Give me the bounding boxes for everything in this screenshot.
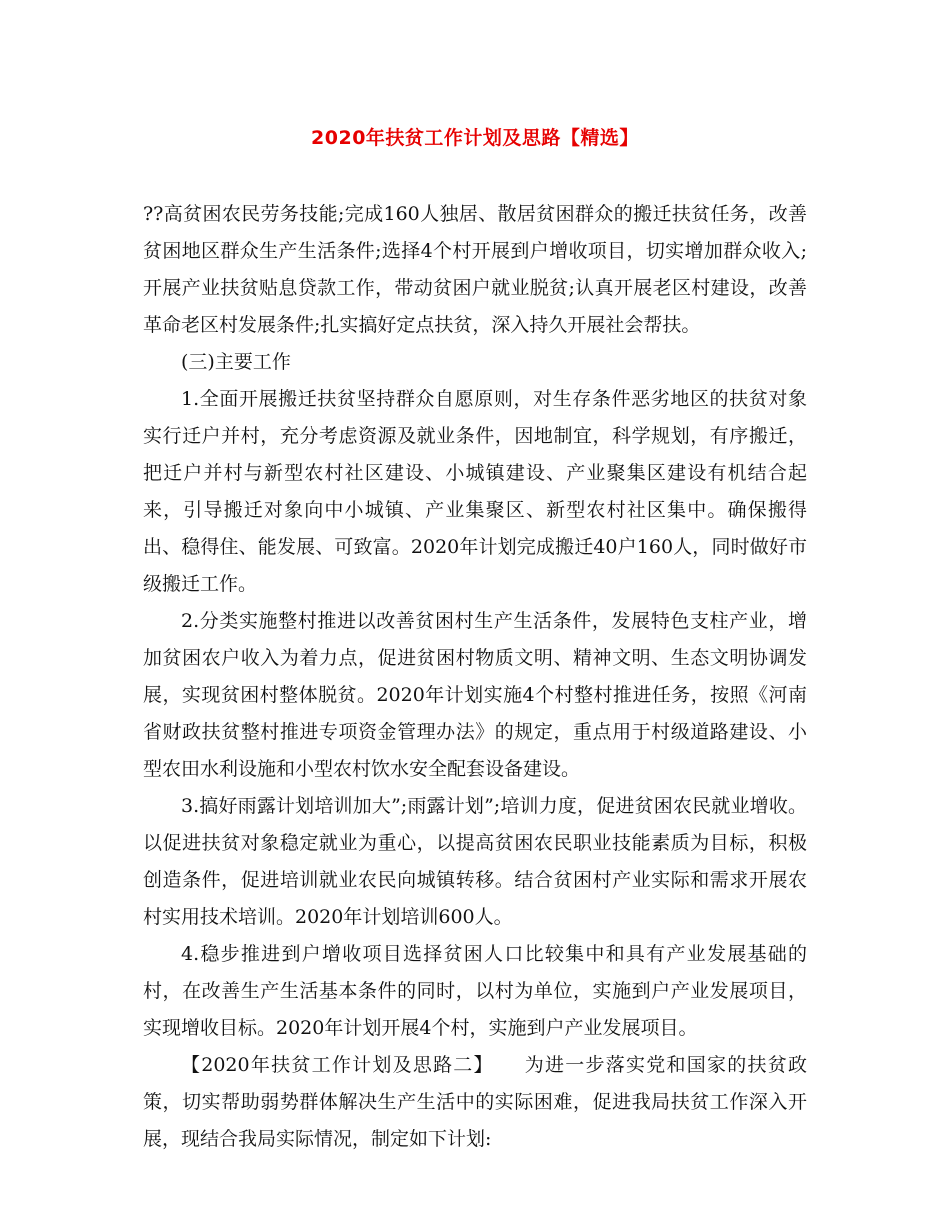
document-title: 2020年扶贫工作计划及思路【精选】 (311, 127, 639, 149)
paragraph-plan-two: 【2020年扶贫工作计划及思路二】 为进一步落实党和国家的扶贫政策，切实帮助弱势群体解决生产生活中的实际困难，促进我局扶贫工作深入开展，现结合我局实际情况，制定如下计划: (143, 1054, 807, 1150)
paragraph-item-3: 3.搞好雨露计划培训加大”;雨露计划”;培训力度，促进贫困农民就业增收。以促进扶贫对象稳定就业为重心，以提高贫困农民职业技能素质为目标，积极创造条件，促进培训就业农民向城镇转移。结合贫困村产业实际和需求开展农村实用技术培训。2020年计划培训600人。 (143, 795, 807, 928)
document-body (143, 196, 807, 1158)
paragraph-intro: ??高贫困农民劳务技能;完成160人独居、散居贫困群众的搬迁扶贫任务，改善贫困地区群众生产生活条件;选择4个村开展到户增收项目，切实增加群众收入;开展产业扶贫贴息贷款工作，带动贫困户就业脱贫;认真开展老区村建设，改善革命老区村发展条件;扎实搞好定点扶贫，深入持久开展社会帮扶。 (143, 203, 807, 336)
paragraph-item-2: 2.分类实施整村推进以改善贫困村生产生活条件，发展特色支柱产业，增加贫困农户收入为着力点，促进贫困村物质文明、精神文明、生态文明协调发展，实现贫困村整体脱贫。2020年计划实施4个村整村推进任务，按照《河南省财政扶贫整村推进专项资金管理办法》的规定，重点用于村级道路建设、小型农田水利设施和小型农村饮水安全配套设备建设。 (143, 610, 807, 780)
paragraph-item-1: 1.全面开展搬迁扶贫坚持群众自愿原则，对生存条件恶劣地区的扶贫对象实行迁户并村，充分考虑资源及就业条件，因地制宜，科学规划，有序搬迁，把迁户并村与新型农村社区建设、小城镇建设、产业聚集区建设有机结合起来，引导搬迁对象向中小城镇、产业集聚区、新型农村社区集中。确保搬得出、稳得住、能发展、可致富。2020年计划完成搬迁40户160人，同时做好市级搬迁工作。 (143, 388, 807, 595)
section-heading-main-work: (三)主要工作 (181, 351, 291, 373)
paragraph-item-4: 4.稳步推进到户增收项目选择贫困人口比较集中和具有产业发展基础的村，在改善生产生活基本条件的同时，以村为单位，实施到户产业发展项目，实现增收目标。2020年计划开展4个村，实施到户产业发展项目。 (143, 943, 807, 1039)
